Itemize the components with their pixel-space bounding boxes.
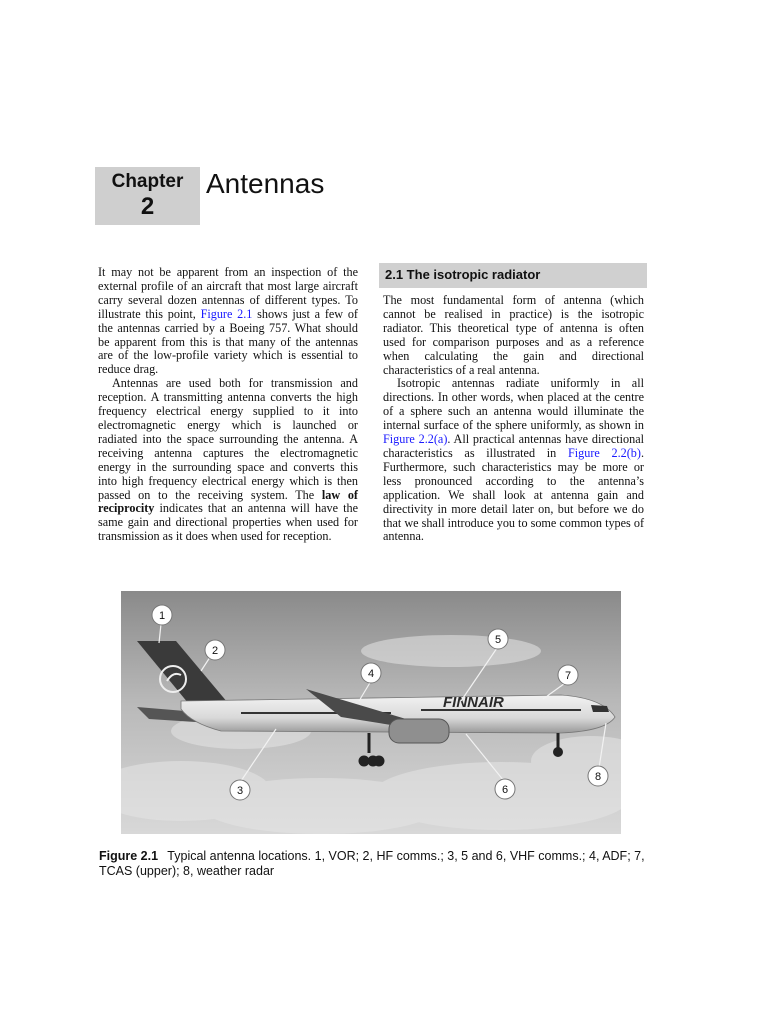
callout-number: 2 (211, 645, 219, 657)
right-column (383, 294, 644, 544)
callout-number: 6 (501, 784, 509, 796)
callout-number: 1 (158, 610, 166, 622)
callout-4 (361, 663, 381, 683)
livery-text: FINNAIR (443, 694, 504, 711)
paragraph-text: . Furthermore, such characteristics may be more or less pronounced according to the antenna’s application. We shall look at antenna gain and directivity in more detail later on, but before we do that we shall introduce you to some common types of antenna. (383, 445, 645, 544)
paragraph-text: indicates that an antenna will have the same gain and directional properties when used for transmission as it does when used for reception. (98, 501, 358, 544)
paragraph-text: . All practical antennas have directional characteristics as illustrated in (383, 432, 644, 460)
paragraph-text: Isotropic antennas radiate uniformly in all directions. In other words, when placed at the centre of a sphere such an antenna would illuminate the internal surface of the sphere uniformly, as shown in (383, 376, 644, 433)
callout-number: 4 (367, 668, 375, 680)
figure-caption-text: Typical antenna locations. 1, VOR; 2, HF comms.; 3, 5 and 6, VHF comms.; 4, ADF; 7, TCAS (upper); 8, weather radar (99, 849, 645, 878)
chapter-number: 2 (140, 193, 155, 220)
figure-2-2b-link[interactable]: Figure 2.2(b) (567, 445, 641, 460)
paragraph-transmission (98, 377, 358, 544)
figure-2-2a-link[interactable]: Figure 2.2(a) (383, 432, 448, 447)
left-column (98, 266, 358, 544)
callout-1 (152, 605, 172, 625)
callout-2 (205, 640, 225, 660)
paragraph-text: It may not be apparent from an inspection of the external profile of an aircraft that most large aircraft carry several dozen antennas of different types. To illustrate this point, (98, 265, 358, 321)
callout-number: 7 (564, 670, 572, 682)
chapter-number-box (95, 167, 200, 225)
callout-7 (558, 665, 578, 685)
chapter-title: Antennas (206, 168, 325, 199)
paragraph-text: shows just a few of the antennas carried by a Boeing 757. What should be apparent from this is that many of the antennas are of the low-profile variety which is essential to reduce drag. (98, 306, 358, 377)
callout-6 (495, 779, 515, 799)
section-heading: 2.1 The isotropic radiator (385, 267, 541, 282)
engine (389, 719, 449, 743)
law-of-reciprocity-term: law of reciprocity (98, 487, 358, 516)
paragraph-text: Antennas are used both for transmission and reception. A transmitting antenna converts the high frequency electrical energy supplied to it into electromagnetic energy which is launched or radiated into the space surrounding the antenna. A receiving antenna captures the electromagnetic energy in the surrounding space and converts this into high frequency electrical energy which is then passed on to the receiving system. The (98, 376, 358, 502)
chapter-label: Chapter (111, 171, 184, 192)
aircraft-antenna-figure (121, 591, 621, 834)
callout-5 (488, 629, 508, 649)
section-heading-box (379, 263, 647, 288)
paragraph-intro (98, 266, 358, 377)
callout-3 (230, 780, 250, 800)
callout-number: 3 (236, 785, 244, 797)
paragraph-radiation (383, 377, 644, 544)
callout-number: 5 (494, 634, 502, 646)
callout-8 (588, 766, 608, 786)
cockpit-windows (591, 705, 609, 712)
figure-2-1-link[interactable]: Figure 2.1 (200, 306, 253, 321)
paragraph-isotropic: The most fundamental form of antenna (which cannot be realised in practice) is the isotropic radiator. This theoretical type of antenna is often used for comparison purposes and as a reference when calculating the gain and directional characteristics of a real antenna. (383, 293, 644, 377)
figure-caption (99, 849, 649, 879)
figure-label: Figure 2.1 (99, 849, 159, 863)
callout-number: 8 (594, 771, 602, 783)
